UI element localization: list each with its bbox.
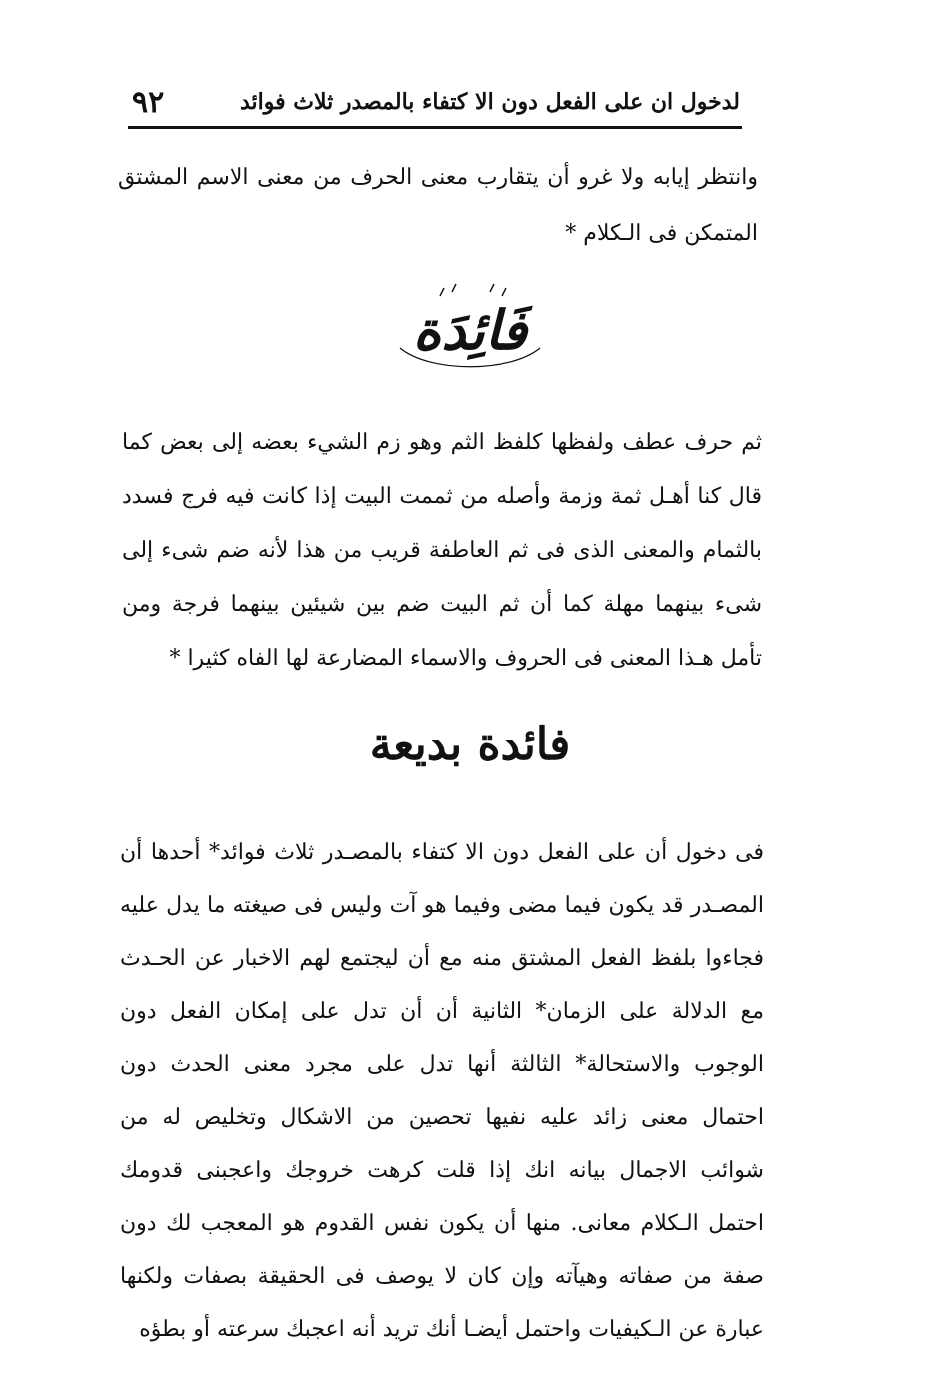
heading-faida-badia: فائدة بديعة bbox=[369, 719, 571, 770]
paragraph-thumma: ثم حرف عطف ولفظها كلفظ الثم وهو زم الشيء بعضه إلى بعض كما قال كنا أهـل ثمة وزمة وأصله من ثممت البيت إذا كانت فيه فرج فسدد بالثمام والمعنى الذى فى ثم العاطفة قريب من هذا لأنه ضم شىء إلى شىء بينهما مهلة كما أن ثم البيت ضم بين شيئين بينهما فرجة ومن تأمل هـذا المعنى فى الحروف والاسماء المضارعة لها الفاه كثيرا * bbox=[122, 430, 762, 671]
running-title: لدخول ان على الفعل دون الا كتفاء بالمصدر ثلاث فوائد bbox=[239, 89, 740, 115]
running-head bbox=[132, 80, 740, 124]
page-number: ٩٢ bbox=[132, 84, 165, 120]
paragraph-continuation: وانتظر إيابه ولا غرو أن يتقارب معنى الحرف من معنى الاسم المشتق المتمكن فى الـكلام * bbox=[118, 165, 758, 246]
header-rule bbox=[128, 126, 742, 129]
paragraph-an-masdar: فى دخول أن على الفعل دون الا كتفاء بالمصـدر ثلاث فوائد* أحدها أن المصـدر قد يكون فيما مضى وفيما هو آت وليس فى صيغته ما يدل عليه فجاءوا بلفظ الفعل المشتق منه مع أن ليجتمع لهم الاخبار عن الحـدث مع الدلالة على الزمان* الثانية أن أن تدل على إمكان الفعل دون الوجوب والاستحالة* الثالثة أنها تدل على مجرد معنى الحدث دون احتمال معنى زائد عليه نفيها تحصين من الاشكال وتخليص له من شوائب الاجمال بيانه انك إذا قلت كرهت خروجك واعجبنى قدومك احتمل الـكلام معانى. منها أن يكون نفس القدوم هو المعجب لك دون صفة من صفاته وهيآته وإن كان لا يوصف فى الحقيقة بصفات ولكنها عبارة عن الـكيفيات واحتمل أيضـا أنك تريد أنه اعجبك سرعته أو بطؤه bbox=[120, 840, 764, 1342]
heading-faida: فَائِدَة bbox=[413, 298, 527, 362]
